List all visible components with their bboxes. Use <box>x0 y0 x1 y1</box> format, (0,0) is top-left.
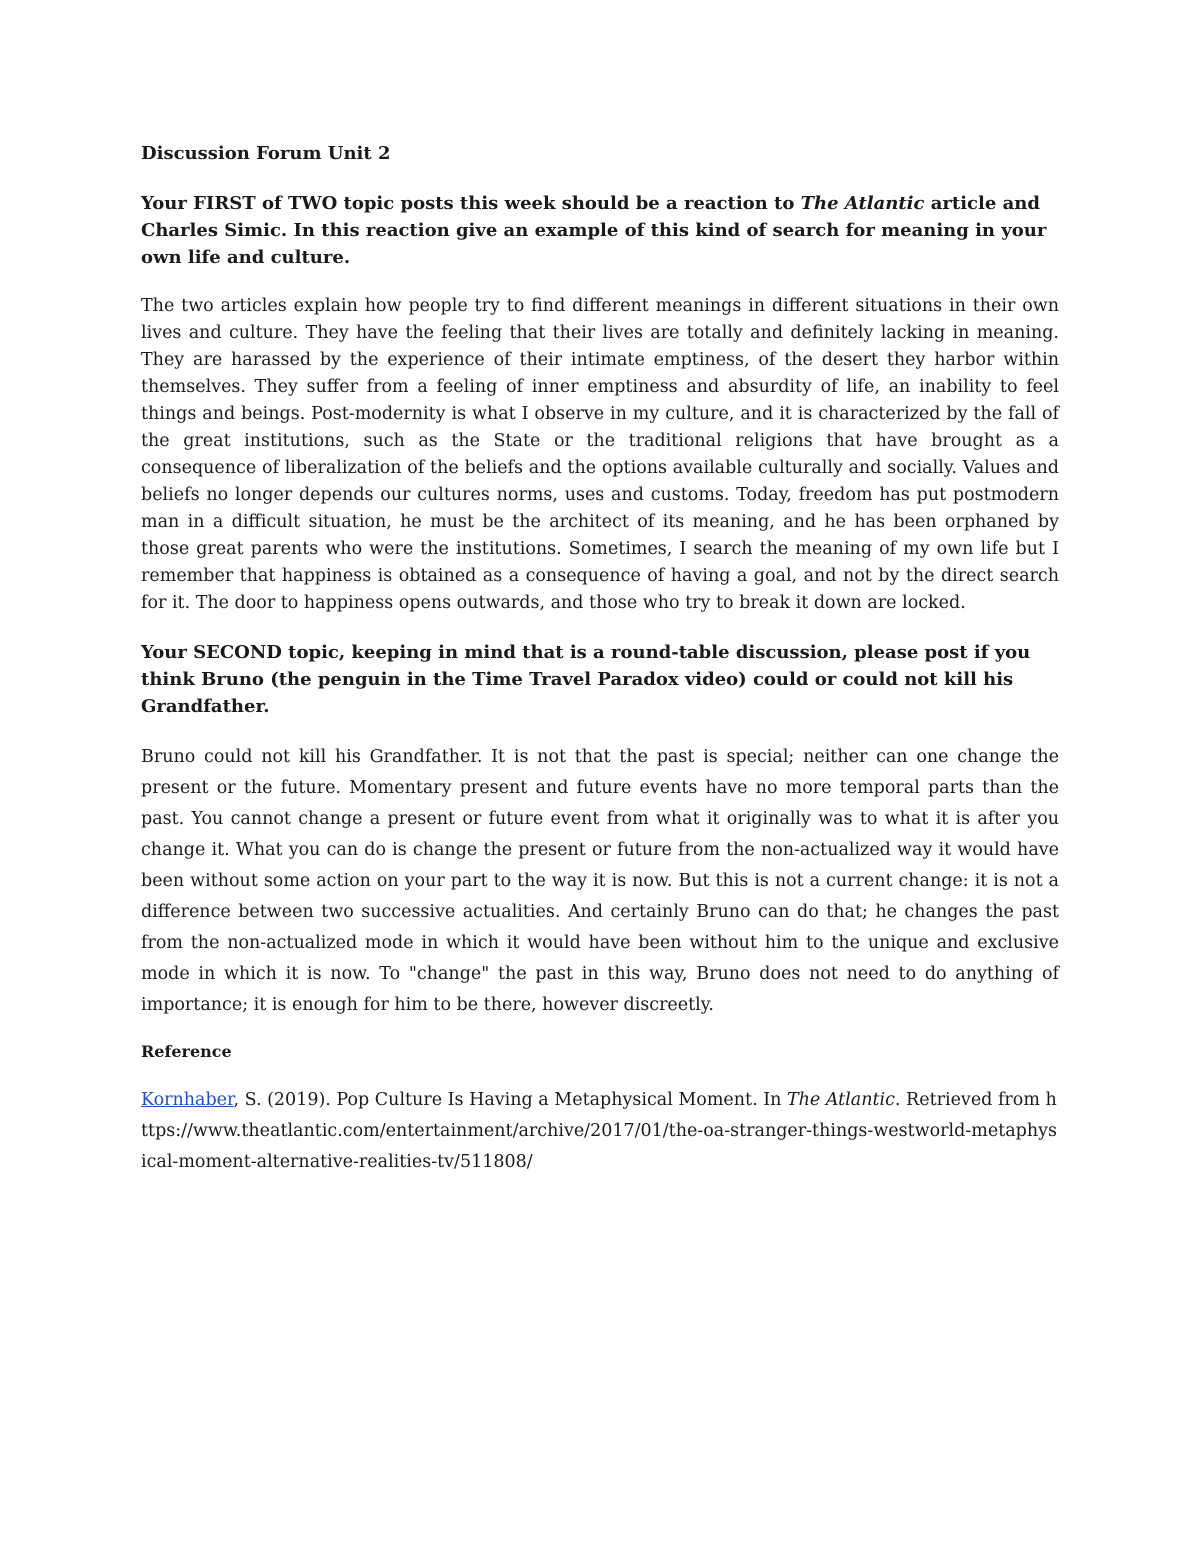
prompt1-text-before: Your FIRST of TWO topic posts this week should be a reaction to <box>141 193 801 214</box>
second-topic-answer: Bruno could not kill his Grandfather. It is not that the past is special; neither can one change the present or the future. Momentary present and future events have no more temporal parts than the past. You cannot change a present or future event from what it originally was to what it is after you change it. What you can do is change the present or future from the non-actualized way it would have been without some action on your part to the way it is now. But this is not a current change: it is not a difference between two successive actualities. And certainly Bruno can do that; he changes the past from the non-actualized mode in which it would have been without him to the unique and exclusive mode in which it is now. To "change" the past in this way, Bruno does not need to do anything of importance; it is enough for him to be there, however discreetly. <box>141 747 1059 1015</box>
second-topic-prompt: Your SECOND topic, keeping in mind that is a round-table discussion, please post if you think Bruno (the penguin in the Time Travel Paradox video) could or could not kill his Grandfather. <box>141 642 1031 717</box>
reference-citation-mid: , S. (2019). Pop Culture Is Having a Metaphysical Moment. In <box>233 1090 787 1110</box>
prompt1-text-after: article and Charles Simic. In this reaction give an example of this kind of search for meaning in your own life and culture. <box>141 193 1047 268</box>
prompt1-italic-source: The Atlantic <box>800 193 925 214</box>
first-topic-prompt <box>141 190 1059 271</box>
first-topic-answer: The two articles explain how people try to find different meanings in different situations in their own lives and culture. They have the feeling that their lives are totally and definitely lacking in meaning. They are harassed by the experience of their intimate emptiness, of the desert they harbor within themselves. They suffer from a feeling of inner emptiness and absurdity of life, an inability to feel things and beings. Post-modernity is what I observe in my culture, and it is characterized by the fall of the great institutions, such as the State or the traditional religions that have brought as a consequence of liberalization of the beliefs and the options available culturally and socially. Values and beliefs no longer depends our cultures norms, uses and customs. Today, freedom has put postmodern man in a difficult situation, he must be the architect of its meaning, and he has been orphaned by those great parents who were the institutions. Sometimes, I search the meaning of my own life but I remember that happiness is obtained as a consequence of having a goal, and not by the direct search for it. The door to happiness opens outwards, and those who try to break it down are locked. <box>141 296 1059 613</box>
reference-citation <box>141 1085 1059 1178</box>
document-title: Discussion Forum Unit 2 <box>141 143 391 164</box>
reference-author-link[interactable]: Kornhaber <box>141 1090 234 1110</box>
reference-citation-end: . Retrieved from https://www.theatlantic.com/entertainment/archive/2017/01/the-oa-stranger-things-westworld-metaphysical-moment-alternative-realities-tv/511808/ <box>141 1090 1058 1172</box>
document-page <box>141 140 1059 1178</box>
reference-source-italic: The Atlantic <box>786 1090 895 1110</box>
reference-heading: Reference <box>141 1042 232 1061</box>
